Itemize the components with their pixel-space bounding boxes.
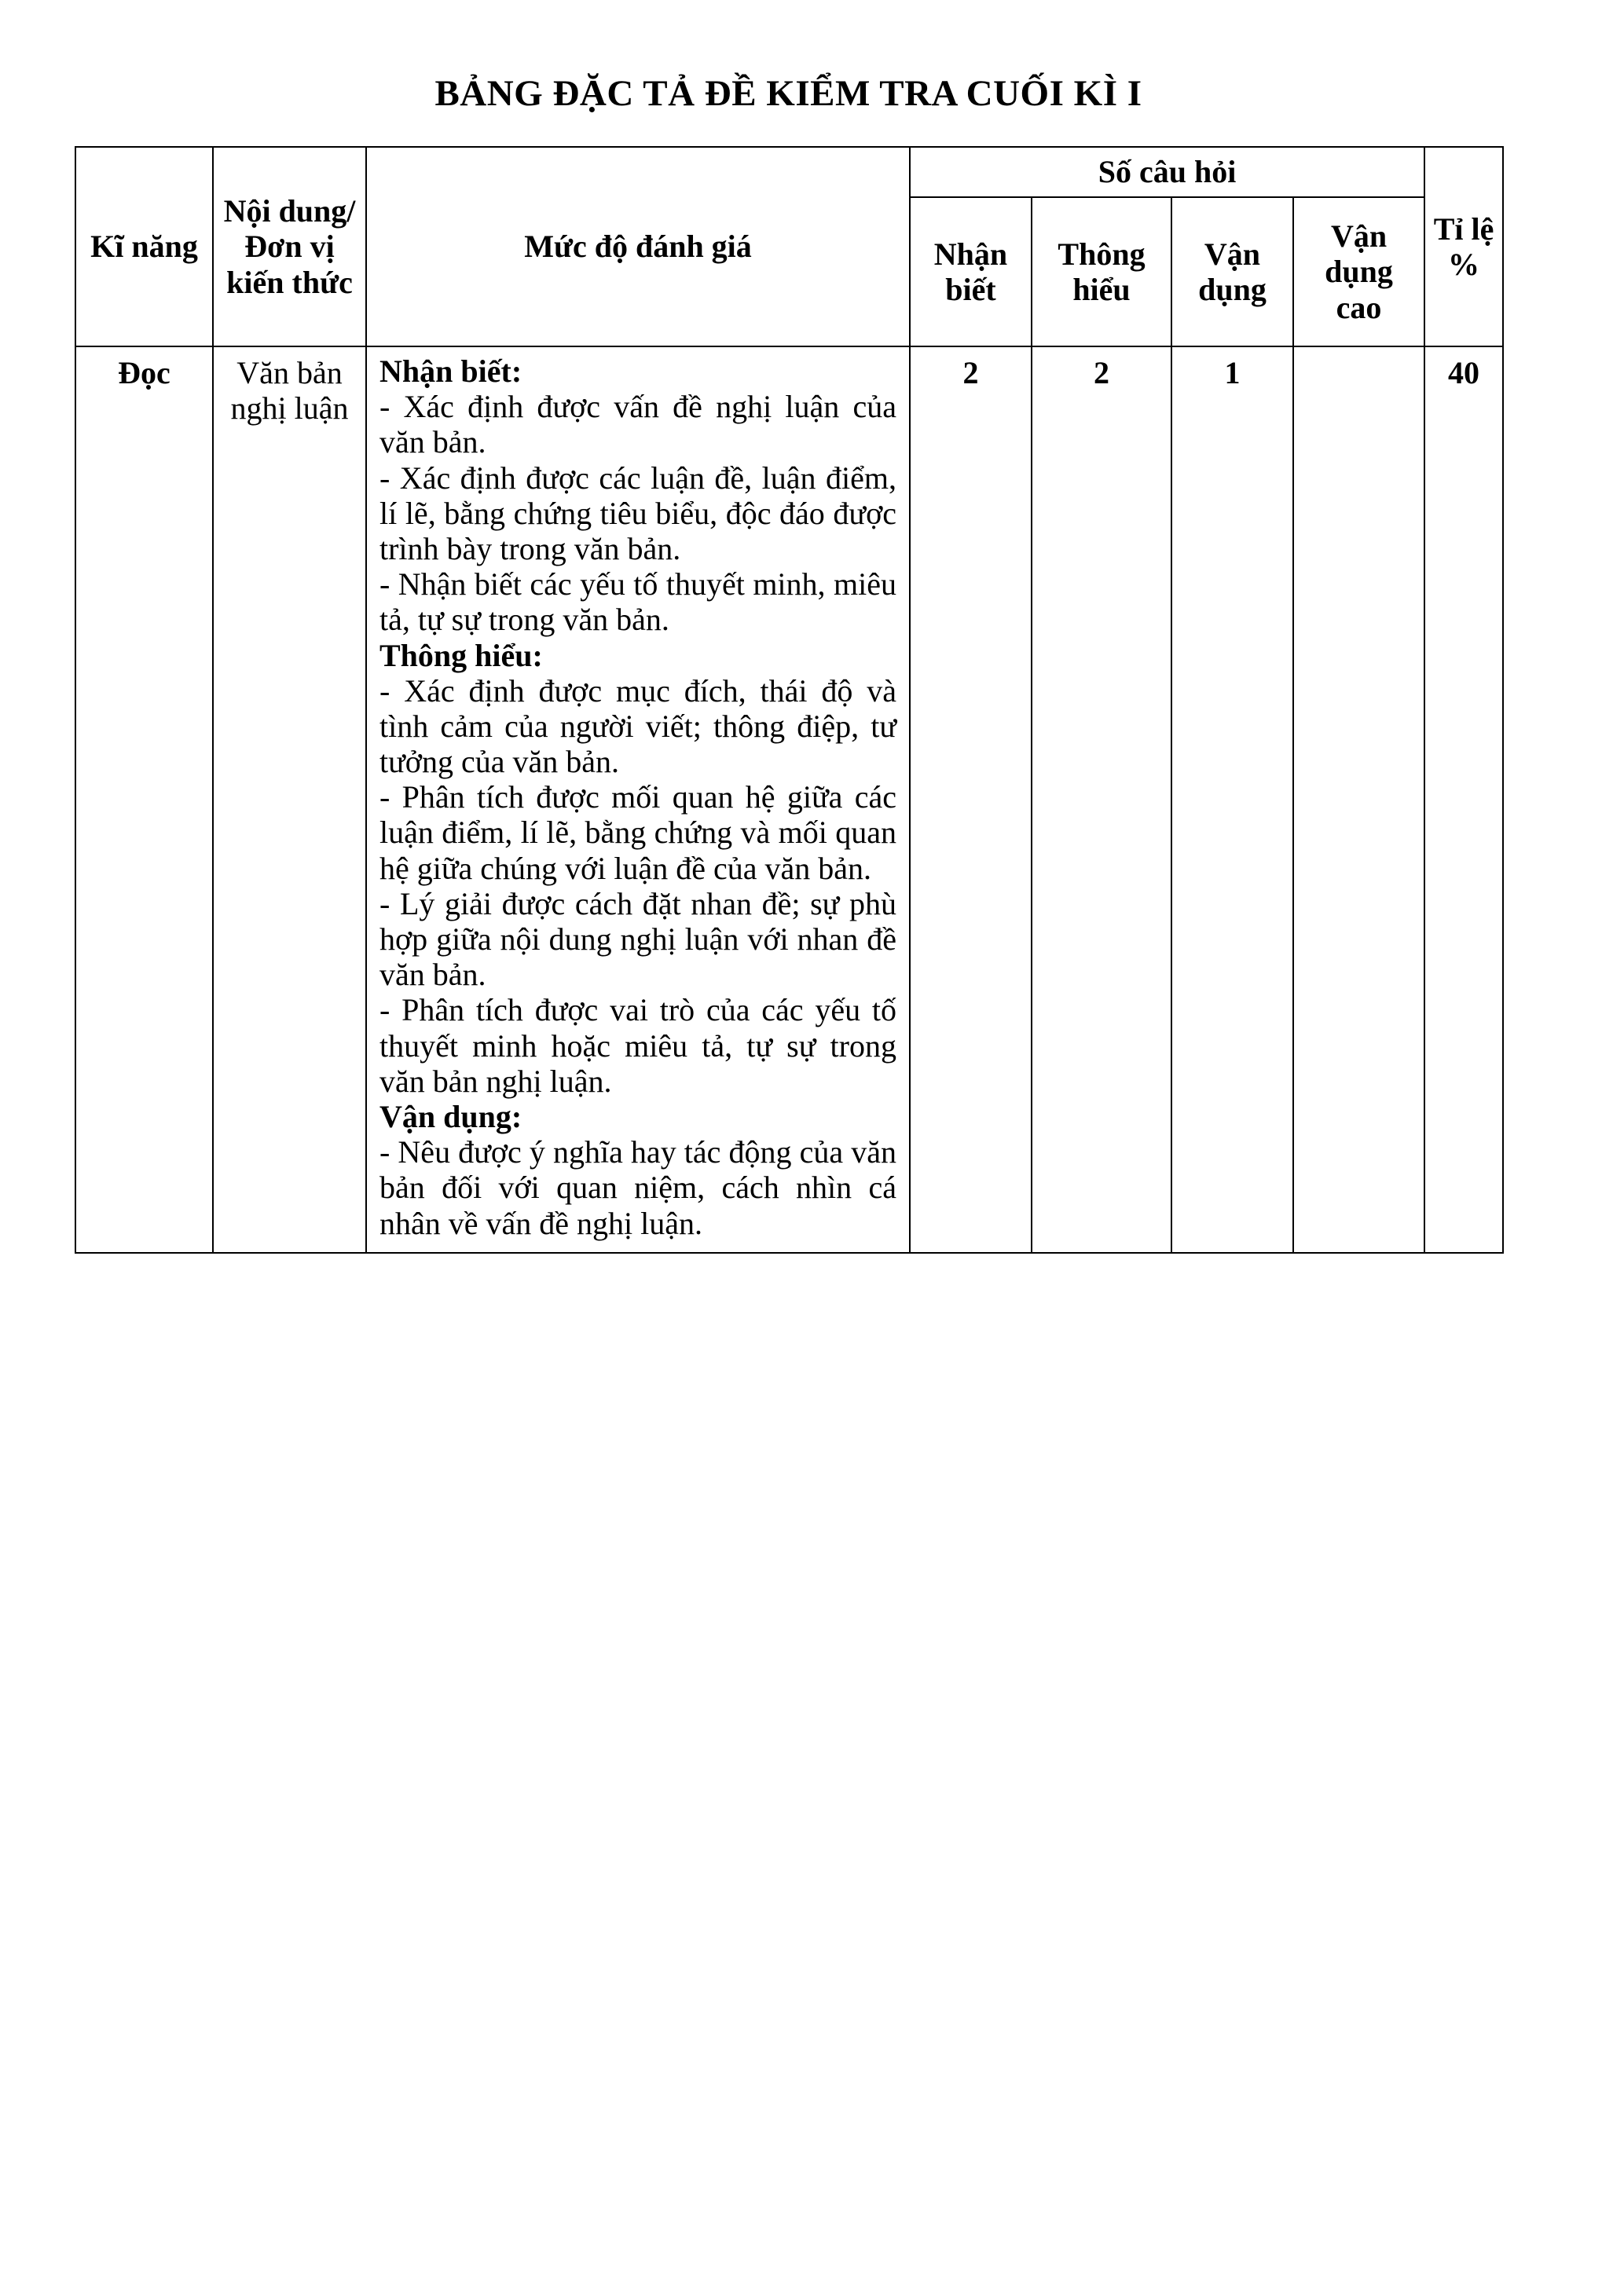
section-item: - Xác định được vấn đề nghị luận của văn bản.	[379, 389, 896, 460]
count-van-dung-cao-cell	[1293, 346, 1424, 1253]
count-thong-hieu-cell: 2	[1032, 346, 1171, 1253]
section-item: - Xác định được mục đích, thái độ và tình cảm của người viết; thông điệp, tư tưởng của văn bản.	[379, 672, 896, 780]
knowledge-unit-cell: Văn bản nghị luận	[213, 346, 366, 1253]
col-header-thong-hieu: Thông hiểu	[1032, 197, 1171, 346]
section-item: - Phân tích được mối quan hệ giữa các luận điểm, lí lẽ, bằng chứng và mối quan hệ giữa chúng với luận đề của văn bản.	[379, 779, 896, 886]
section-heading-thong-hieu: Thông hiểu:	[379, 637, 543, 673]
section-item: - Lý giải được cách đặt nhan đề; sự phù hợp giữa nội dung nghị luận với nhan đề văn bản.	[379, 885, 896, 993]
col-header-muc-do-danh-gia: Mức độ đánh giá	[366, 147, 910, 346]
table-header-row-top	[75, 147, 1503, 197]
section-heading-van-dung: Vận dụng:	[379, 1098, 522, 1134]
skill-cell: Đọc	[75, 346, 213, 1253]
col-header-ki-nang: Kĩ năng	[75, 147, 213, 346]
document-page	[75, 72, 1502, 1254]
section-item: - Xác định được các luận đề, luận điểm, lí lẽ, bằng chứng tiêu biểu, độc đáo được trình bày trong văn bản.	[379, 460, 896, 566]
spec-table	[75, 146, 1504, 1254]
section-heading-nhan-biet: Nhận biết:	[379, 353, 522, 389]
col-header-van-dung-cao: Vận dụng cao	[1293, 197, 1424, 346]
section-item: - Phân tích được vai trò của các yếu tố thuyết minh hoặc miêu tả, tự sự trong văn bản nghị luận.	[379, 992, 896, 1099]
col-header-noi-dung: Nội dung/ Đơn vị kiến thức	[213, 147, 366, 346]
col-header-nhan-biet: Nhận biết	[910, 197, 1032, 346]
count-van-dung-cell: 1	[1171, 346, 1293, 1253]
section-item: - Nêu được ý nghĩa hay tác động của văn bản đối với quan niệm, cách nhìn cá nhân về vấn đề nghị luận.	[379, 1134, 896, 1241]
page-title: BẢNG ĐẶC TẢ ĐỀ KIỂM TRA CUỐI KÌ I	[434, 73, 1142, 114]
col-header-so-cau-hoi: Số câu hỏi	[910, 147, 1424, 197]
assessment-content-cell	[366, 346, 910, 1253]
count-nhan-biet-cell: 2	[910, 346, 1032, 1253]
col-header-van-dung: Vận dụng	[1171, 197, 1293, 346]
percentage-cell: 40	[1424, 346, 1503, 1253]
table-row	[75, 346, 1503, 1253]
col-header-ti-le: Tỉ lệ %	[1424, 147, 1503, 346]
section-item: - Nhận biết các yếu tố thuyết minh, miêu tả, tự sự trong văn bản.	[379, 566, 896, 638]
